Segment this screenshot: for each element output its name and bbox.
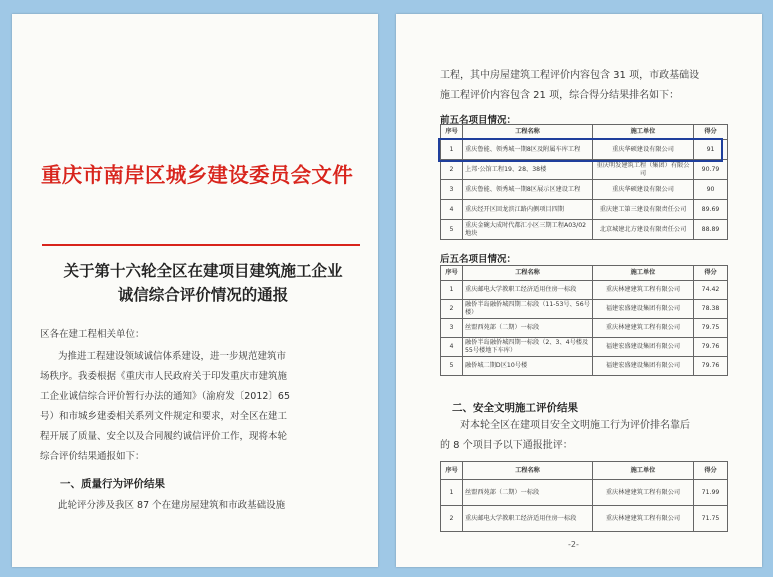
cell-score: 71.99 [694, 480, 728, 506]
header-project: 工程名称 [463, 462, 593, 480]
body-line: 程开展了质量、安全以及合同履约诚信评价工作，现将本轮 [40, 431, 288, 442]
cell-unit: 重庆华硕建设有限公司 [593, 140, 694, 160]
top5-heading: 前五名项目情况： [440, 115, 517, 126]
safety-table [440, 461, 728, 532]
table-row [441, 281, 728, 300]
cell-no: 3 [441, 319, 463, 338]
header-unit: 施工单位 [593, 125, 694, 140]
cell-score: 88.89 [694, 220, 728, 240]
table-row [441, 300, 728, 319]
header-score: 得分 [694, 125, 728, 140]
highlight-box [438, 138, 723, 162]
body-line: 综合评价结果通报如下： [40, 451, 145, 462]
cell-no: 4 [441, 338, 463, 357]
cell-project: 重庆金碗大成时代都汇小区三期工程A03/02地块 [463, 220, 593, 240]
intro-line: 工程，其中房屋建筑工程评价内容包含 31 项，市政基础设 [440, 70, 700, 81]
header-unit: 施工单位 [593, 462, 694, 480]
red-header-title: 重庆市南岸区城乡建设委员会文件 [41, 163, 353, 187]
notice-title-line: 诚信综合评价情况的通报 [117, 285, 289, 304]
cell-no: 2 [441, 506, 463, 532]
cell-project: 融侨城二期D区10号楼 [463, 357, 593, 376]
cell-project: 融侨半岛融侨城四期一标段（2、3、4号楼及55号楼地下车库） [463, 338, 593, 357]
cell-no: 5 [441, 220, 463, 240]
table-row [441, 338, 728, 357]
cell-score: 79.76 [694, 357, 728, 376]
section2-heading: 二、安全文明施工评价结果 [452, 402, 578, 414]
page-number: -2- [568, 540, 579, 549]
cell-no: 1 [441, 140, 463, 160]
cell-unit: 北京城建北方建设有限责任公司 [593, 220, 694, 240]
cell-score: 79.75 [694, 319, 728, 338]
cell-project: 丝盟西苑部（二期）一标段 [463, 480, 593, 506]
table-row [441, 200, 728, 220]
table-row [441, 506, 728, 532]
notice-title-line: 关于第十六轮全区在建项目建筑施工企业 [63, 261, 343, 280]
cell-unit: 福建宏盛建设集团有限公司 [593, 338, 694, 357]
cell-unit: 重庆林建建筑工程有限公司 [593, 319, 694, 338]
header-score: 得分 [694, 462, 728, 480]
document-page-right [396, 14, 762, 567]
cell-no: 3 [441, 180, 463, 200]
table-row [441, 180, 728, 200]
salutation: 区各在建工程相关单位： [40, 329, 145, 340]
cell-score: 78.38 [694, 300, 728, 319]
cell-no: 2 [441, 300, 463, 319]
section2-line: 的 8 个项目予以下通报批评： [440, 440, 573, 451]
section2-line: 对本轮全区在建项目安全文明施工行为评价排名靠后 [460, 420, 690, 431]
cell-score: 71.75 [694, 506, 728, 532]
header-project: 工程名称 [463, 125, 593, 140]
cell-unit: 重庆林建建筑工程有限公司 [593, 506, 694, 532]
bottom5-heading: 后五名项目情况： [440, 254, 517, 265]
cell-project: 重庆邮电大学教职工经济适用住房一标段 [463, 506, 593, 532]
cell-project: 上邦·公馆工程19、28、38楼 [463, 160, 593, 180]
table-row [441, 220, 728, 240]
section1-heading: 一、质量行为评价结果 [60, 478, 165, 490]
cell-unit: 福建宏盛建设集团有限公司 [593, 300, 694, 319]
cell-project: 融侨半岛融侨城四期二标段（11-53号、56号楼） [463, 300, 593, 319]
table-header-row [441, 266, 728, 281]
cell-score: 90 [694, 180, 728, 200]
cell-score: 90.79 [694, 160, 728, 180]
table-row [441, 319, 728, 338]
cell-unit: 重庆建工第三建设有限责任公司 [593, 200, 694, 220]
intro-line: 施工程评价内容包含 21 项，综合得分结果排名如下： [440, 90, 680, 101]
table-row [441, 357, 728, 376]
table-row [441, 160, 728, 180]
cell-project: 重庆鲁能、领秀城一期8区展示区建设工程 [463, 180, 593, 200]
header-no: 序号 [441, 462, 463, 480]
cell-project: 重庆经开区回龙滨江路内侧项目四期 [463, 200, 593, 220]
body-line: 为推进工程建设领域诚信体系建设，进一步规范建筑市 [58, 351, 287, 362]
header-unit: 施工单位 [593, 266, 694, 281]
cell-unit: 重庆华硕建设有限公司 [593, 180, 694, 200]
cell-no: 2 [441, 160, 463, 180]
cell-unit: 重庆林建建筑工程有限公司 [593, 281, 694, 300]
cell-project: 重庆鲁能、领秀城一期8区及附属车库工程 [463, 140, 593, 160]
header-no: 序号 [441, 266, 463, 281]
body-line: 场秩序。我委根据《重庆市人民政府关于印发重庆市建筑施 [40, 371, 288, 382]
header-no: 序号 [441, 125, 463, 140]
cell-score: 91 [694, 140, 728, 160]
cell-project: 丝盟西苑部（二期）一标段 [463, 319, 593, 338]
cell-unit: 重庆明发建筑工程（集团）有限公司 [593, 160, 694, 180]
cell-project: 重庆邮电大学教职工经济适用住房一标段 [463, 281, 593, 300]
cell-no: 5 [441, 357, 463, 376]
cell-unit: 福建宏盛建设集团有限公司 [593, 357, 694, 376]
header-project: 工程名称 [463, 266, 593, 281]
red-divider [42, 244, 360, 246]
bottom5-table [440, 265, 728, 376]
cell-score: 89.69 [694, 200, 728, 220]
header-score: 得分 [694, 266, 728, 281]
table-header-row [441, 462, 728, 480]
cell-no: 1 [441, 480, 463, 506]
notice-title [58, 259, 348, 307]
cell-no: 4 [441, 200, 463, 220]
body-line: 工企业诚信综合评价暂行办法的通知》（渝府发〔2012〕65 [40, 391, 291, 402]
cell-unit: 重庆林建建筑工程有限公司 [593, 480, 694, 506]
cell-no: 1 [441, 281, 463, 300]
cell-score: 74.42 [694, 281, 728, 300]
cell-score: 79.76 [694, 338, 728, 357]
section1-line: 此轮评分涉及我区 87 个在建房屋建筑和市政基础设施 [58, 500, 286, 511]
document-page-left [12, 14, 378, 567]
body-line: 号）和市城乡建委相关系列文件规定和要求，对全区在建工 [40, 411, 288, 422]
table-row [441, 480, 728, 506]
